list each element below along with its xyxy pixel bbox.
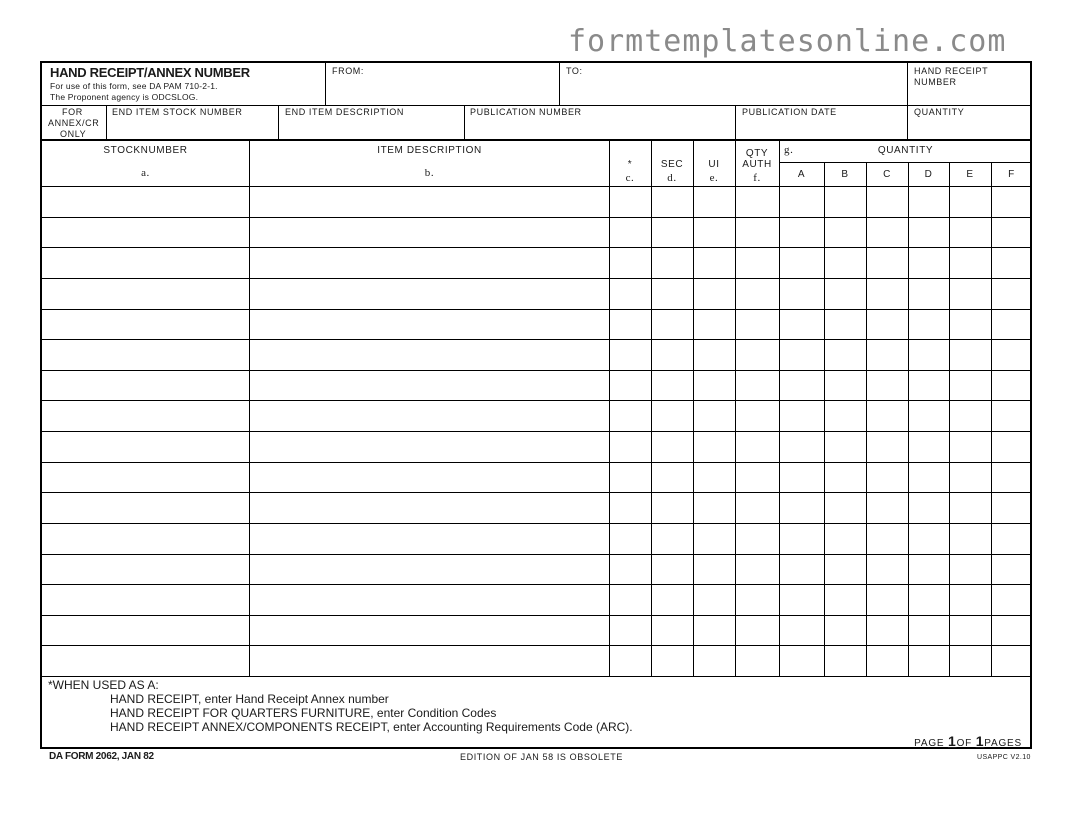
ui-letter: e. — [709, 172, 719, 184]
qty-e-cell[interactable] — [950, 339, 991, 370]
asterisk-cell[interactable] — [610, 492, 651, 523]
sec-cell[interactable] — [652, 462, 693, 493]
qty-col-c-header: C — [883, 169, 891, 180]
row-divider — [42, 431, 1032, 432]
only-label: ONLY — [60, 129, 87, 139]
stock-number-cell[interactable] — [42, 523, 249, 554]
sec-cell[interactable] — [652, 339, 693, 370]
end-item-description-field[interactable] — [279, 105, 464, 139]
qty-c-cell[interactable] — [867, 400, 908, 431]
qty-e-cell[interactable] — [950, 217, 991, 248]
asterisk-cell[interactable] — [610, 217, 651, 248]
qty-b-cell[interactable] — [825, 615, 866, 646]
row-divider — [42, 554, 1032, 555]
asterisk-cell[interactable] — [610, 186, 651, 217]
stock-number-cell[interactable] — [42, 554, 249, 585]
qty-a-cell[interactable] — [780, 339, 824, 370]
publication-number-field[interactable] — [465, 105, 735, 139]
table-row — [42, 400, 1032, 431]
item-description-cell[interactable] — [250, 462, 609, 493]
ui-cell[interactable] — [694, 584, 735, 615]
qty-e-cell[interactable] — [950, 247, 991, 278]
qty-f-cell[interactable] — [992, 431, 1032, 462]
qty-col-f-header: F — [1008, 169, 1015, 180]
qty-e-cell[interactable] — [950, 554, 991, 585]
qty-d-cell[interactable] — [909, 217, 949, 248]
qty-auth-cell[interactable] — [736, 645, 779, 676]
proponent-note: The Proponent agency is ODCSLOG. — [50, 92, 199, 102]
asterisk-header: * — [627, 159, 633, 170]
ui-cell[interactable] — [694, 462, 735, 493]
qty-a-cell[interactable] — [780, 492, 824, 523]
qty-e-cell[interactable] — [950, 186, 991, 217]
publication-date-label: PUBLICATION DATE — [742, 107, 837, 117]
use-note: For use of this form, see DA PAM 710-2-1. — [50, 81, 218, 91]
qty-a-cell[interactable] — [780, 186, 824, 217]
item-description-cell[interactable] — [250, 278, 609, 309]
stock-number-cell[interactable] — [42, 492, 249, 523]
qty-f-cell[interactable] — [992, 186, 1032, 217]
qty-b-cell[interactable] — [825, 554, 866, 585]
row-divider — [42, 370, 1032, 371]
qty-c-cell[interactable] — [867, 217, 908, 248]
row-divider — [42, 462, 1032, 463]
qty-a-cell[interactable] — [780, 554, 824, 585]
item-description-cell[interactable] — [250, 400, 609, 431]
row-divider — [42, 615, 1032, 616]
hand-receipt-form — [40, 61, 1032, 749]
of-label: OF — [956, 738, 973, 749]
stock-number-cell[interactable] — [42, 247, 249, 278]
table-row — [42, 492, 1032, 523]
qty-f-cell[interactable] — [992, 615, 1032, 646]
item-description-letter: b. — [424, 167, 435, 179]
qty-d-cell[interactable] — [909, 431, 949, 462]
qty-d-cell[interactable] — [909, 492, 949, 523]
qty-auth-cell[interactable] — [736, 217, 779, 248]
qty-d-cell[interactable] — [909, 370, 949, 401]
ui-cell[interactable] — [694, 309, 735, 340]
item-description-cell[interactable] — [250, 523, 609, 554]
qty-e-cell[interactable] — [950, 492, 991, 523]
item-description-cell[interactable] — [250, 217, 609, 248]
sec-cell[interactable] — [652, 584, 693, 615]
footnote-heading: *WHEN USED AS A: — [48, 678, 159, 692]
qty-c-cell[interactable] — [867, 431, 908, 462]
ui-cell[interactable] — [694, 523, 735, 554]
qty-auth-cell[interactable] — [736, 247, 779, 278]
sec-cell[interactable] — [652, 645, 693, 676]
qty-a-cell[interactable] — [780, 645, 824, 676]
sec-cell[interactable] — [652, 400, 693, 431]
item-description-cell[interactable] — [250, 554, 609, 585]
qty-f-cell[interactable] — [992, 339, 1032, 370]
ui-cell[interactable] — [694, 217, 735, 248]
qty-f-cell[interactable] — [992, 370, 1032, 401]
qty-auth-cell[interactable] — [736, 309, 779, 340]
sec-cell[interactable] — [652, 278, 693, 309]
table-row — [42, 217, 1032, 248]
qty-a-cell[interactable] — [780, 278, 824, 309]
asterisk-letter: c. — [625, 172, 635, 184]
table-row — [42, 247, 1032, 278]
page-number[interactable]: 1 — [948, 733, 957, 749]
qty-b-cell[interactable] — [825, 400, 866, 431]
qty-c-cell[interactable] — [867, 186, 908, 217]
stock-number-cell[interactable] — [42, 309, 249, 340]
item-description-header: ITEM DESCRIPTION — [377, 145, 482, 156]
qty-f-cell[interactable] — [992, 554, 1032, 585]
qty-a-cell[interactable] — [780, 370, 824, 401]
ui-cell[interactable] — [694, 339, 735, 370]
stock-number-cell[interactable] — [42, 400, 249, 431]
qty-a-cell[interactable] — [780, 584, 824, 615]
qty-f-cell[interactable] — [992, 400, 1032, 431]
qty-b-cell[interactable] — [825, 492, 866, 523]
sec-cell[interactable] — [652, 217, 693, 248]
from-field[interactable] — [326, 63, 559, 105]
qty-auth-cell[interactable] — [736, 431, 779, 462]
sec-cell[interactable] — [652, 186, 693, 217]
table-row — [42, 615, 1032, 646]
stock-number-cell[interactable] — [42, 431, 249, 462]
qty-f-cell[interactable] — [992, 645, 1032, 676]
qty-f-cell[interactable] — [992, 217, 1032, 248]
qty-col-a-header: A — [797, 169, 806, 180]
sec-cell[interactable] — [652, 554, 693, 585]
qty-auth-header: QTY — [745, 148, 769, 159]
qty-c-cell[interactable] — [867, 339, 908, 370]
end-item-description-label: END ITEM DESCRIPTION — [285, 107, 405, 117]
publication-date-field[interactable] — [736, 105, 907, 139]
stock-number-cell[interactable] — [42, 615, 249, 646]
quantity-g-letter: g. — [784, 144, 794, 156]
asterisk-cell[interactable] — [610, 584, 651, 615]
end-item-stock-label: END ITEM STOCK NUMBER — [112, 107, 243, 117]
qty-d-cell[interactable] — [909, 523, 949, 554]
hand-receipt-number-field[interactable] — [908, 63, 1032, 105]
qty-f-cell[interactable] — [992, 584, 1032, 615]
item-description-cell[interactable] — [250, 339, 609, 370]
asterisk-cell[interactable] — [610, 554, 651, 585]
sec-letter: d. — [667, 172, 677, 184]
ui-cell[interactable] — [694, 400, 735, 431]
ui-cell[interactable] — [694, 431, 735, 462]
footnote-line-2: HAND RECEIPT FOR QUARTERS FURNITURE, enter Condition Codes — [110, 706, 497, 720]
qty-auth-header-2: AUTH — [742, 159, 772, 170]
sec-cell[interactable] — [652, 615, 693, 646]
qty-col-d-header: D — [924, 169, 933, 180]
qty-b-cell[interactable] — [825, 186, 866, 217]
to-label: TO: — [566, 66, 583, 76]
qty-b-cell[interactable] — [825, 370, 866, 401]
qty-e-cell[interactable] — [950, 278, 991, 309]
end-item-stock-field[interactable] — [107, 105, 278, 139]
row-divider — [42, 523, 1032, 524]
qty-a-cell[interactable] — [780, 523, 824, 554]
ui-cell[interactable] — [694, 370, 735, 401]
qty-e-cell[interactable] — [950, 462, 991, 493]
qty-b-cell[interactable] — [825, 217, 866, 248]
qty-d-cell[interactable] — [909, 247, 949, 278]
table-row — [42, 584, 1032, 615]
quantity-field[interactable] — [908, 105, 1032, 139]
qty-auth-cell[interactable] — [736, 462, 779, 493]
ui-cell[interactable] — [694, 247, 735, 278]
item-description-cell[interactable] — [250, 186, 609, 217]
table-row — [42, 339, 1032, 370]
qty-c-cell[interactable] — [867, 278, 908, 309]
qty-auth-cell[interactable] — [736, 186, 779, 217]
qty-a-cell[interactable] — [780, 615, 824, 646]
to-field[interactable] — [560, 63, 907, 105]
asterisk-cell[interactable] — [610, 339, 651, 370]
qty-a-cell[interactable] — [780, 431, 824, 462]
item-description-cell[interactable] — [250, 584, 609, 615]
quantity-label: QUANTITY — [914, 107, 965, 117]
stock-number-cell[interactable] — [42, 645, 249, 676]
asterisk-cell[interactable] — [610, 400, 651, 431]
stock-number-cell[interactable] — [42, 339, 249, 370]
qty-d-cell[interactable] — [909, 278, 949, 309]
table-row — [42, 554, 1032, 585]
qty-auth-cell[interactable] — [736, 554, 779, 585]
row-divider — [42, 309, 1032, 310]
item-description-cell[interactable] — [250, 492, 609, 523]
qty-c-cell[interactable] — [867, 309, 908, 340]
qty-auth-letter: f. — [753, 172, 761, 184]
form-id: DA FORM 2062, JAN 82 — [49, 751, 154, 762]
qty-f-cell[interactable] — [992, 247, 1032, 278]
item-description-cell[interactable] — [250, 309, 609, 340]
qty-col-e-header: E — [966, 169, 974, 180]
qty-d-cell[interactable] — [909, 309, 949, 340]
ui-header: UI — [708, 159, 720, 170]
from-label: FROM: — [332, 66, 364, 76]
asterisk-cell[interactable] — [610, 370, 651, 401]
qty-c-cell[interactable] — [867, 247, 908, 278]
sec-cell[interactable] — [652, 523, 693, 554]
qty-b-cell[interactable] — [825, 278, 866, 309]
ui-cell[interactable] — [694, 645, 735, 676]
qty-c-cell[interactable] — [867, 615, 908, 646]
qty-b-cell[interactable] — [825, 339, 866, 370]
usappc-version: USAPPC V2.10 — [977, 754, 1031, 761]
asterisk-cell[interactable] — [610, 247, 651, 278]
item-description-cell[interactable] — [250, 247, 609, 278]
for-label: FOR — [62, 107, 83, 117]
publication-number-label: PUBLICATION NUMBER — [470, 107, 582, 117]
sec-cell[interactable] — [652, 309, 693, 340]
item-description-cell[interactable] — [250, 615, 609, 646]
watermark: formtemplatesonline.com — [568, 24, 1007, 59]
row-divider — [42, 339, 1032, 340]
qty-auth-cell[interactable] — [736, 615, 779, 646]
row-divider — [42, 584, 1032, 585]
qty-b-cell[interactable] — [825, 584, 866, 615]
stock-number-cell[interactable] — [42, 186, 249, 217]
qty-b-cell[interactable] — [825, 523, 866, 554]
qty-b-cell[interactable] — [825, 431, 866, 462]
pages-label: PAGES — [984, 738, 1022, 749]
item-description-cell[interactable] — [250, 370, 609, 401]
item-description-cell[interactable] — [250, 431, 609, 462]
asterisk-cell[interactable] — [610, 645, 651, 676]
qty-b-cell[interactable] — [825, 645, 866, 676]
qty-a-cell[interactable] — [780, 462, 824, 493]
table-row — [42, 278, 1032, 309]
qty-auth-cell[interactable] — [736, 339, 779, 370]
ui-cell[interactable] — [694, 186, 735, 217]
qty-e-cell[interactable] — [950, 400, 991, 431]
row-divider — [42, 278, 1032, 279]
footnote-line-3: HAND RECEIPT ANNEX/COMPONENTS RECEIPT, enter Accounting Requirements Code (ARC). — [110, 720, 633, 734]
qty-d-cell[interactable] — [909, 645, 949, 676]
sec-cell[interactable] — [652, 370, 693, 401]
qty-e-cell[interactable] — [950, 615, 991, 646]
qty-f-cell[interactable] — [992, 278, 1032, 309]
asterisk-cell[interactable] — [610, 523, 651, 554]
qty-f-cell[interactable] — [992, 309, 1032, 340]
qty-e-cell[interactable] — [950, 370, 991, 401]
qty-d-cell[interactable] — [909, 339, 949, 370]
ui-cell[interactable] — [694, 615, 735, 646]
asterisk-cell[interactable] — [610, 278, 651, 309]
qty-b-cell[interactable] — [825, 462, 866, 493]
total-pages[interactable]: 1 — [975, 733, 985, 749]
asterisk-cell[interactable] — [610, 462, 651, 493]
form-title: HAND RECEIPT/ANNEX NUMBER — [50, 65, 250, 80]
quantity-group-header: QUANTITY — [877, 145, 934, 156]
table-row — [42, 523, 1032, 554]
qty-d-cell[interactable] — [909, 186, 949, 217]
qty-a-cell[interactable] — [780, 400, 824, 431]
stock-number-cell[interactable] — [42, 217, 249, 248]
asterisk-cell[interactable] — [610, 615, 651, 646]
stock-number-cell[interactable] — [42, 370, 249, 401]
annex-cr-label: ANNEX/CR — [48, 118, 100, 128]
qty-auth-cell[interactable] — [736, 278, 779, 309]
hand-receipt-number-label-2: NUMBER — [914, 77, 957, 87]
qty-c-cell[interactable] — [867, 492, 908, 523]
row-divider — [42, 645, 1032, 646]
table-row — [42, 431, 1032, 462]
table-row — [42, 462, 1032, 493]
ui-cell[interactable] — [694, 278, 735, 309]
qty-b-cell[interactable] — [825, 247, 866, 278]
table-row — [42, 370, 1032, 401]
row-divider — [42, 400, 1032, 401]
qty-auth-cell[interactable] — [736, 492, 779, 523]
footnote-line-1: HAND RECEIPT, enter Hand Receipt Annex number — [110, 692, 389, 706]
qty-c-cell[interactable] — [867, 523, 908, 554]
qty-auth-cell[interactable] — [736, 584, 779, 615]
item-description-cell[interactable] — [250, 645, 609, 676]
row-divider — [42, 247, 1032, 248]
qty-a-cell[interactable] — [780, 309, 824, 340]
stock-number-cell[interactable] — [42, 462, 249, 493]
qty-a-cell[interactable] — [780, 247, 824, 278]
qty-d-cell[interactable] — [909, 400, 949, 431]
sec-cell[interactable] — [652, 247, 693, 278]
qty-e-cell[interactable] — [950, 645, 991, 676]
qty-d-cell[interactable] — [909, 615, 949, 646]
sec-cell[interactable] — [652, 431, 693, 462]
hand-receipt-number-label: HAND RECEIPT — [914, 66, 989, 76]
qty-auth-cell[interactable] — [736, 400, 779, 431]
qty-a-cell[interactable] — [780, 217, 824, 248]
qty-d-cell[interactable] — [909, 554, 949, 585]
ui-cell[interactable] — [694, 554, 735, 585]
qty-auth-cell[interactable] — [736, 370, 779, 401]
ui-cell[interactable] — [694, 492, 735, 523]
page-label: PAGE — [914, 738, 945, 749]
qty-e-cell[interactable] — [950, 523, 991, 554]
edition-note: EDITION OF JAN 58 IS OBSOLETE — [460, 752, 623, 762]
row-divider — [42, 492, 1032, 493]
qty-f-cell[interactable] — [992, 462, 1032, 493]
sec-cell[interactable] — [652, 492, 693, 523]
asterisk-cell[interactable] — [610, 309, 651, 340]
qty-f-cell[interactable] — [992, 523, 1032, 554]
qty-e-cell[interactable] — [950, 431, 991, 462]
stock-number-header: STOCKNUMBER — [103, 145, 188, 156]
qty-f-cell[interactable] — [992, 492, 1032, 523]
table-row — [42, 309, 1032, 340]
qty-d-cell[interactable] — [909, 462, 949, 493]
stock-number-cell[interactable] — [42, 278, 249, 309]
qty-b-cell[interactable] — [825, 309, 866, 340]
qty-c-cell[interactable] — [867, 462, 908, 493]
table-row — [42, 186, 1032, 217]
page-count — [914, 733, 1022, 749]
asterisk-cell[interactable] — [610, 431, 651, 462]
qty-e-cell[interactable] — [950, 309, 991, 340]
qty-c-cell[interactable] — [867, 584, 908, 615]
qty-c-cell[interactable] — [867, 645, 908, 676]
qty-c-cell[interactable] — [867, 370, 908, 401]
table-row — [42, 645, 1032, 676]
stock-number-letter: a. — [141, 167, 150, 179]
row-divider — [42, 217, 1032, 218]
qty-col-b-header: B — [841, 169, 849, 180]
qty-e-cell[interactable] — [950, 584, 991, 615]
qty-d-cell[interactable] — [909, 584, 949, 615]
sec-header: SEC — [660, 159, 684, 170]
qty-auth-cell[interactable] — [736, 523, 779, 554]
qty-c-cell[interactable] — [867, 554, 908, 585]
stock-number-cell[interactable] — [42, 584, 249, 615]
